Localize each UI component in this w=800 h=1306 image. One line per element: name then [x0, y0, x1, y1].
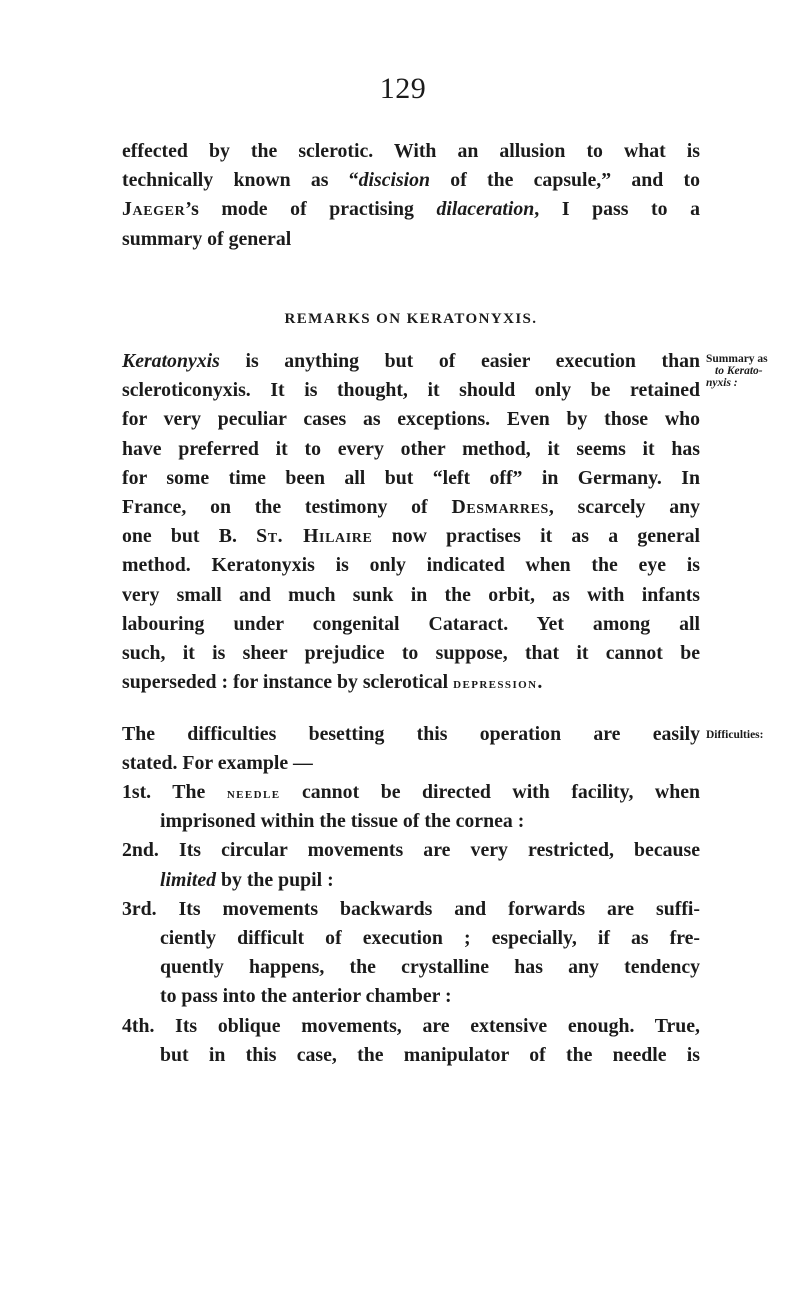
- margin-note-line: nyxis :: [706, 377, 738, 389]
- text-line: one but B. St. Hilaire now practises it as a general: [122, 525, 700, 548]
- italic-term-keratonyxis: Keratonyxis: [122, 350, 220, 372]
- text-line: quently happens, the crystalline has any tendency: [160, 956, 700, 979]
- text-line: superseded : for instance by sclerotical depression.: [122, 671, 543, 694]
- text-line: imprisoned within the tissue of the cornea :: [160, 810, 525, 833]
- text-line: Jaeger’s mode of practising dilaceration, I pass to a: [122, 198, 700, 221]
- intro-paragraph: [122, 137, 700, 254]
- text-line: scleroticonyxis. It is thought, it should only be retained: [122, 379, 700, 402]
- italic-term-limited: limited: [160, 868, 217, 891]
- difficulties-list: [122, 778, 700, 1070]
- list-item: [122, 1012, 700, 1070]
- margin-note-difficulties: Difficulties:: [706, 729, 764, 741]
- section-heading: REMARKS ON KERATONYXIS.: [284, 311, 538, 327]
- author-name-desmarres: Desmarres: [451, 495, 549, 518]
- text-line: effected by the sclerotic. With an allusion to what is: [122, 140, 700, 162]
- text-line: method. Keratonyxis is only indicated when the eye is: [122, 554, 700, 577]
- text-line: limited by the pupil :: [160, 868, 334, 891]
- list-item: [122, 895, 700, 1012]
- margin-note-summary: [706, 353, 768, 389]
- text-line: 1st. The needle cannot be directed with facility, when: [122, 781, 700, 803]
- author-name-jaeger: Jaeger: [122, 198, 186, 221]
- list-item: [122, 836, 700, 894]
- text-line: France, on the testimony of Desmarres, scarcely any: [122, 495, 700, 518]
- italic-term-discision: discision: [358, 169, 431, 192]
- text-line: Keratonyxis is anything but of easier execution than: [122, 350, 700, 372]
- difficulties-paragraph: [122, 720, 700, 778]
- text-line: ciently difficult of execution ; especially, if as fre-: [160, 926, 700, 949]
- text-line: to pass into the anterior chamber :: [160, 985, 452, 1008]
- text-line: summary of general: [122, 227, 292, 250]
- list-item: [122, 778, 700, 836]
- margin-note-line: Summary as: [706, 353, 768, 365]
- text-line: for some time been all but “left off” in Germany. In: [122, 466, 700, 489]
- text-line: 3rd. Its movements backwards and forwards are suffi-: [122, 897, 700, 920]
- text-line: technically known as “discision of the capsule,” and to: [122, 169, 700, 192]
- text-line: such, it is sheer prejudice to suppose, that it cannot be: [122, 641, 700, 664]
- margin-note-line: to Kerato-: [715, 365, 763, 377]
- text-line: The difficulties besetting this operation are easily: [122, 723, 700, 745]
- text-line: stated. For example —: [122, 752, 313, 775]
- text-line: 4th. Its oblique movements, are extensive enough. True,: [122, 1014, 700, 1037]
- italic-term-dilaceration: dilaceration: [436, 198, 535, 221]
- text-line: very small and much sunk in the orbit, as with infants: [122, 583, 700, 606]
- term-needle: needle: [226, 786, 281, 802]
- text-line: but in this case, the manipulator of the needle is: [160, 1043, 700, 1066]
- term-depression: depression: [453, 676, 538, 693]
- author-name-st-hilaire: St. Hilaire: [256, 525, 373, 548]
- keratonyxis-paragraph: [122, 347, 700, 697]
- text-line: for very peculiar cases as exceptions. Even by those who: [122, 408, 700, 431]
- text-line: 2nd. Its circular movements are very restricted, because: [122, 839, 700, 862]
- page-number: 129: [379, 72, 427, 105]
- text-line: labouring under congenital Cataract. Yet among all: [122, 612, 700, 635]
- text-line: have preferred it to every other method, it seems it has: [122, 437, 700, 460]
